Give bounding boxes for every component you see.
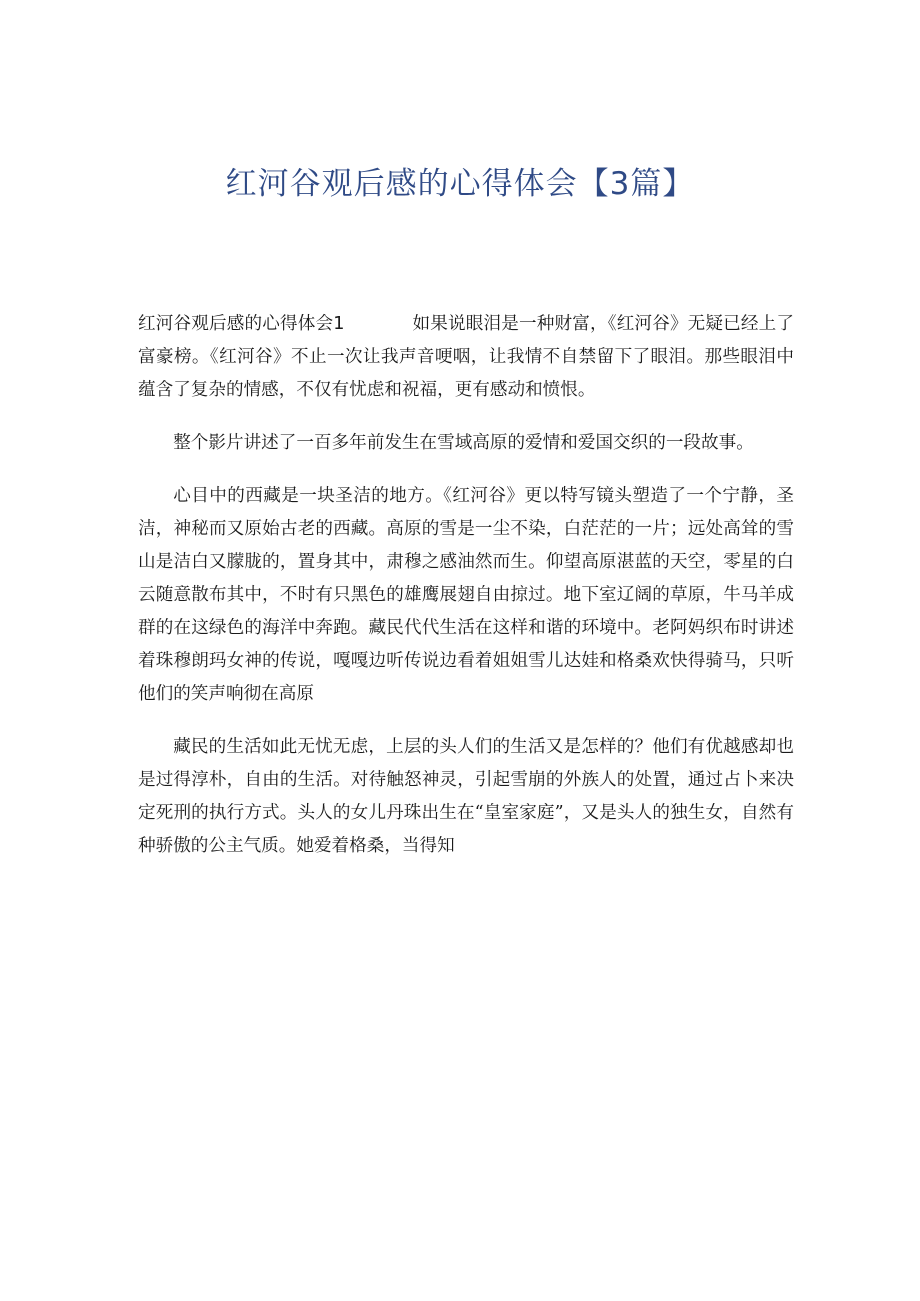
paragraph-1: [138, 308, 794, 407]
paragraph-1-text: 如果说眼泪是一种财富，《红河谷》无疑已经上了富豪榜。《红河谷》不止一次让我声音哽咽，让我情不自禁留下了眼泪。那些眼泪中蕴含了复杂的情感，不仅有忧虑和祝福，更有感动和愤恨。: [138, 314, 795, 400]
document-body: [138, 308, 794, 883]
paragraph-4: 藏民的生活如此无忧无虑，上层的头人们的生活又是怎样的？他们有优越感却也是过得淳朴，自由的生活。对待触怒神灵，引起雪崩的外族人的处置，通过占卜来决定死刑的执行方式。头人的女儿丹珠出生在“皇室家庭”，又是头人的独生女，自然有种骄傲的公主气质。她爱着格桑，当得知: [138, 737, 794, 856]
section-heading: 红河谷观后感的心得体会1: [138, 314, 345, 334]
paragraph-3: 心目中的西藏是一块圣洁的地方。《红河谷》更以特写镜头塑造了一个宁静，圣洁，神秘而又原始古老的西藏。高原的雪是一尘不染，白茫茫的一片；远处高耸的雪山是洁白又朦胧的，置身其中，肃穆之感油然而生。仰望高原湛蓝的天空，零星的白云随意散布其中，不时有只黑色的雄鹰展翅自由掠过。地下室辽阔的草原，牛马羊成群的在这绿色的海洋中奔跑。藏民代代生活在这样和谐的环境中。老阿妈织布时讲述着珠穆朗玛女神的传说，嘎嘎边听传说边看着姐姐雪儿达娃和格桑欢快得骑马，只听他们的笑声响彻在高原: [138, 486, 794, 704]
paragraph-2: 整个影片讲述了一百多年前发生在雪域高原的爱情和爱国交织的一段故事。: [173, 433, 754, 453]
document-title: 红河谷观后感的心得体会【3篇】: [225, 166, 695, 202]
